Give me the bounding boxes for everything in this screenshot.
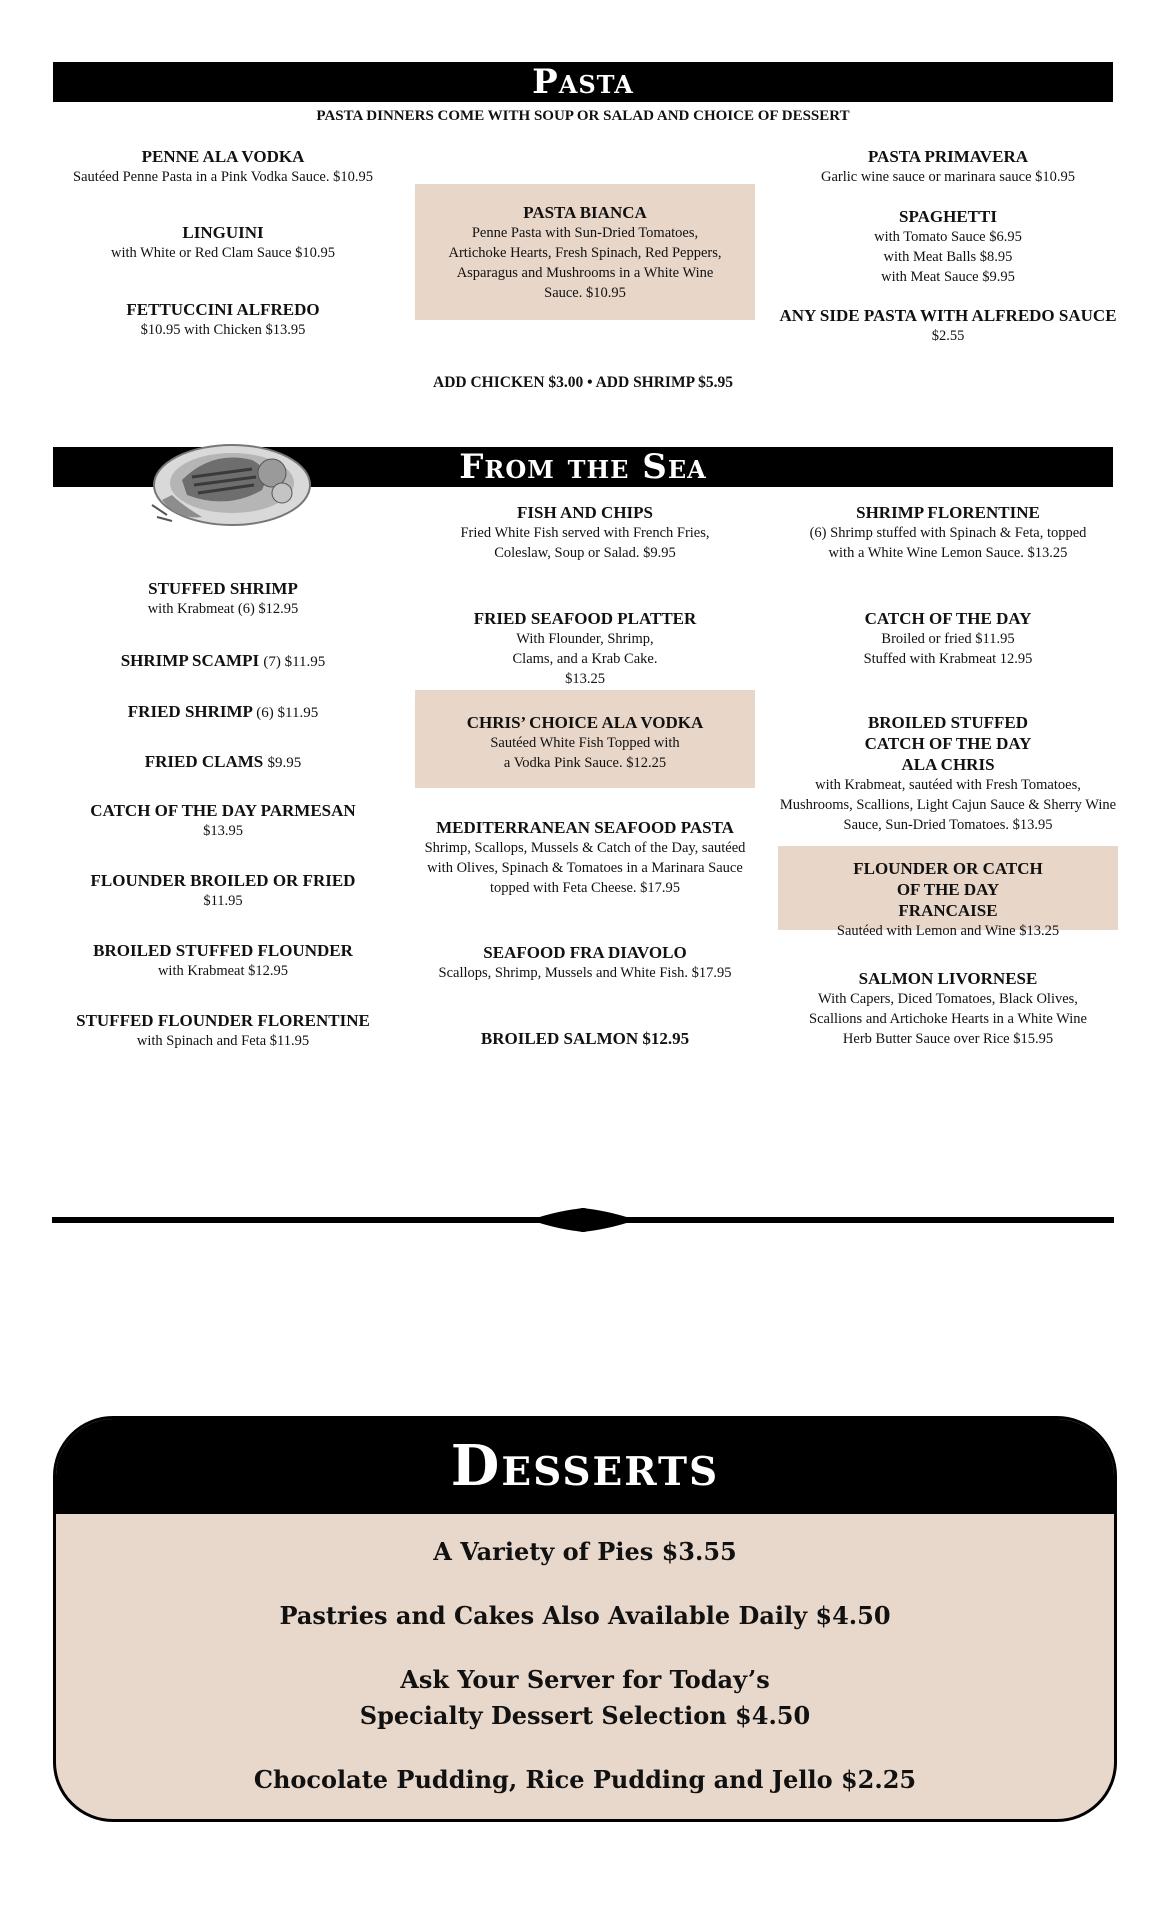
pasta-banner: Pasta: [53, 62, 1113, 102]
menu-item: [415, 1028, 755, 1049]
ornamental-divider: [50, 1200, 1116, 1240]
item-desc: Fried White Fish served with French Fries, Coleslaw, Soup or Salad. $9.95: [460, 525, 710, 561]
menu-item-featured: [778, 846, 1118, 939]
dessert-line: Chocolate Pudding, Rice Pudding and Jello $2.25: [253, 1765, 917, 1794]
item-desc: With Flounder, Shrimp, Clams, and a Krab Cake. $13.25: [512, 631, 658, 687]
menu-item: [415, 942, 755, 983]
item-name: [53, 751, 393, 774]
item-name: ANY SIDE PASTA WITH ALFREDO SAUCE: [779, 306, 1117, 325]
item-price: (7) $11.95: [263, 654, 326, 670]
item-name: BROILED SALMON $12.95: [480, 1029, 690, 1048]
menu-item: [415, 817, 755, 898]
menu-item: [778, 968, 1118, 1049]
menu-item: [778, 146, 1118, 187]
sea-banner: From the Sea: [53, 447, 1113, 487]
menu-item: [53, 299, 393, 340]
item-name-text: FRIED SHRIMP: [127, 702, 253, 721]
menu-item: [415, 608, 755, 689]
item-name: SALMON LIVORNESE: [858, 969, 1038, 988]
menu-item: [778, 206, 1118, 287]
item-name: CHRIS’ CHOICE ALA VODKA: [466, 713, 704, 732]
item-desc: $11.95: [203, 893, 243, 909]
item-name-text: FRIED CLAMS: [144, 752, 264, 771]
item-name: PENNE ALA VODKA: [141, 147, 305, 166]
item-desc: with Krabmeat, sautéed with Fresh Tomatoes, Mushrooms, Scallions, Light Cajun Sauce & Sherry Wine Sauce, Sun-Dried Tomatoes. $13.95: [779, 777, 1117, 833]
menu-item: [53, 701, 393, 724]
item-desc: $13.95: [203, 823, 243, 839]
item-name: LINGUINI: [182, 223, 264, 242]
item-desc: Sautéed with Lemon and Wine $13.25: [836, 923, 1060, 939]
menu-item: [778, 305, 1118, 346]
menu-item: [53, 751, 393, 774]
item-desc: Sautéed Penne Pasta in a Pink Vodka Sauce. $10.95: [73, 169, 373, 185]
item-name: FETTUCCINI ALFREDO: [126, 300, 320, 319]
item-desc: With Capers, Diced Tomatoes, Black Olives, Scallions and Artichoke Hearts in a White Wine Herb Butter Sauce over Rice $15.95: [809, 991, 1087, 1047]
item-desc: with White or Red Clam Sauce $10.95: [110, 245, 336, 261]
menu-item: [53, 578, 393, 619]
item-desc: Scallops, Shrimp, Mussels and White Fish. $17.95: [438, 965, 732, 981]
menu-item: [778, 712, 1118, 835]
item-name-text: SHRIMP SCAMPI: [120, 651, 260, 670]
menu-item: [53, 1010, 393, 1051]
item-desc: with Krabmeat $12.95: [157, 963, 289, 979]
menu-item-featured: [415, 690, 755, 788]
item-name: SHRIMP FLORENTINE: [856, 503, 1040, 522]
menu-item: [53, 650, 393, 673]
item-desc: Sautéed White Fish Topped with a Vodka Pink Sauce. $12.25: [490, 735, 680, 771]
item-desc: Penne Pasta with Sun-Dried Tomatoes, Artichoke Hearts, Fresh Spinach, Red Peppers, Asparagus and Mushrooms in a White Wine Sauce. $10.95: [448, 225, 722, 301]
menu-item: [53, 146, 393, 187]
item-desc: with Spinach and Feta $11.95: [136, 1033, 310, 1049]
item-name: BROILED STUFFED CATCH OF THE DAY ALA CHRIS: [864, 713, 1032, 774]
item-name: [53, 650, 393, 673]
menu-item: [53, 940, 393, 981]
item-name: FLOUNDER OR CATCH OF THE DAY FRANCAISE: [853, 859, 1043, 920]
menu-item: [778, 502, 1118, 563]
item-name: STUFFED FLOUNDER FLORENTINE: [76, 1011, 370, 1030]
item-desc: $10.95 with Chicken $13.95: [140, 322, 306, 338]
seafood-plate-image: [132, 425, 318, 535]
menu-item: [415, 502, 755, 563]
pasta-subtitle: PASTA DINNERS COME WITH SOUP OR SALAD AND CHOICE OF DESSERT: [316, 108, 850, 124]
item-name: MEDITERRANEAN SEAFOOD PASTA: [436, 818, 734, 837]
desserts-panel: [53, 1416, 1117, 1822]
item-name: SPAGHETTI: [899, 207, 997, 226]
item-name: CATCH OF THE DAY: [864, 609, 1032, 628]
desserts-title: Desserts: [56, 1419, 1114, 1514]
item-desc-line: with Tomato Sauce $6.95: [874, 229, 1022, 245]
item-name: [53, 701, 393, 724]
item-desc: with Krabmeat (6) $12.95: [147, 601, 299, 617]
item-name: FLOUNDER BROILED OR FRIED: [90, 871, 356, 890]
item-desc-line: with Meat Balls $8.95: [883, 249, 1013, 265]
dessert-line: A Variety of Pies $3.55: [433, 1537, 737, 1566]
menu-item: [53, 800, 393, 841]
item-name: STUFFED SHRIMP: [148, 579, 298, 598]
item-name: FRIED SEAFOOD PLATTER: [473, 609, 697, 628]
item-desc: Shrimp, Scallops, Mussels & Catch of the Day, sautéed with Olives, Spinach & Tomatoes in a Marinara Sauce topped with Feta Cheese. $17.95: [424, 840, 746, 896]
item-desc-line: with Meat Sauce $9.95: [881, 269, 1015, 285]
item-name: PASTA BIANCA: [523, 203, 647, 222]
dessert-line: Specialty Dessert Selection $4.50: [359, 1701, 811, 1730]
item-desc: Garlic wine sauce or marinara sauce $10.95: [820, 169, 1076, 185]
menu-item: [53, 222, 393, 263]
item-price: (6) $11.95: [256, 705, 319, 721]
menu-item: [53, 870, 393, 911]
item-price: $9.95: [267, 755, 302, 771]
pasta-addons: ADD CHICKEN $3.00 • ADD SHRIMP $5.95: [433, 374, 733, 391]
item-name: CATCH OF THE DAY PARMESAN: [90, 801, 356, 820]
item-name: PASTA PRIMAVERA: [867, 147, 1029, 166]
dessert-line: Ask Your Server for Today’s: [400, 1665, 770, 1694]
dessert-line: Pastries and Cakes Also Available Daily $4.50: [279, 1601, 891, 1630]
item-name: SEAFOOD FRA DIAVOLO: [483, 943, 687, 962]
menu-item: [778, 608, 1118, 669]
item-desc: $2.55: [931, 328, 965, 344]
item-name: BROILED STUFFED FLOUNDER: [93, 941, 353, 960]
menu-item-featured: [415, 184, 755, 320]
item-desc-line: Broiled or fried $11.95: [881, 631, 1015, 647]
item-desc: (6) Shrimp stuffed with Spinach & Feta, topped with a White Wine Lemon Sauce. $13.25: [809, 525, 1087, 561]
item-name: FISH AND CHIPS: [516, 503, 654, 522]
item-desc-line: Stuffed with Krabmeat 12.95: [863, 651, 1033, 667]
